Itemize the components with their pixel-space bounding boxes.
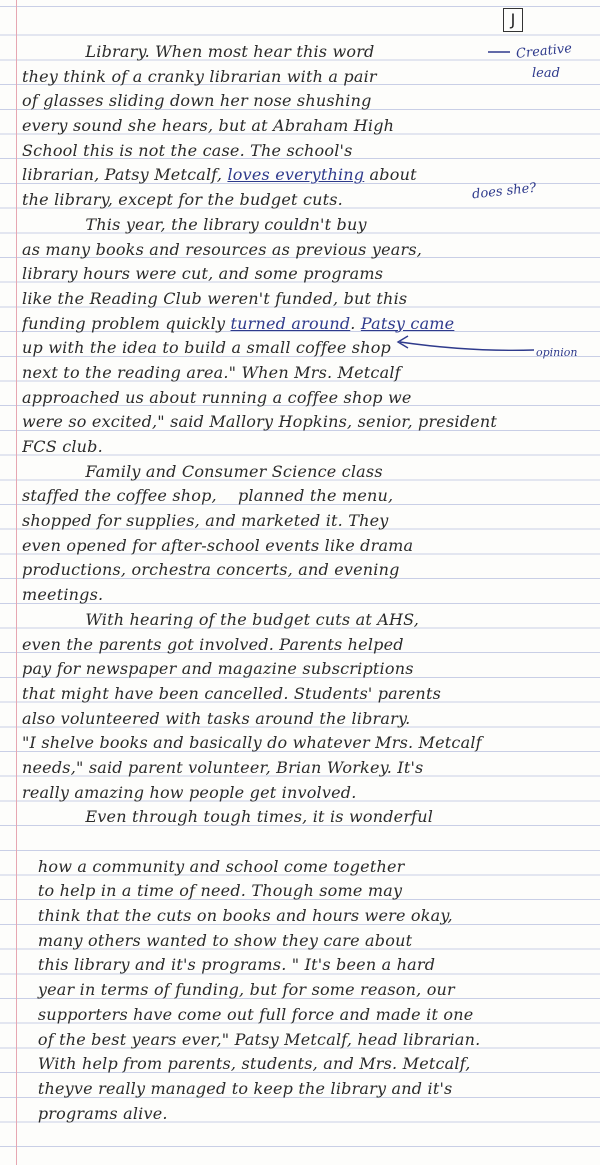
essay-line-37: many others wanted to show they care about (22, 930, 413, 950)
essay-line-6 (22, 163, 510, 188)
essay-line-43: theyve really managed to keep the library and it's (22, 1078, 453, 1098)
essay-line-18: Family and Consumer Science class (22, 461, 383, 481)
essay-body (22, 40, 510, 1126)
margin-note-lead: lead (532, 66, 560, 81)
red-margin-line (16, 0, 17, 1165)
essay-line-41: of the best years ever," Patsy Metcalf, head librarian. (22, 1029, 481, 1049)
essay-line-38: this library and it's programs. " It's been a hard (22, 955, 436, 975)
essay-line-27: that might have been cancelled. Students' parents (22, 683, 441, 703)
essay-line-3: of glasses sliding down her nose shushing (22, 91, 372, 111)
page-letter-box: J (503, 8, 523, 32)
essay-line-40: supporters have come out full force and made it one (22, 1004, 474, 1024)
essay-line-23: meetings. (22, 585, 104, 605)
essay-line-26: pay for newspaper and magazine subscriptions (22, 659, 414, 679)
essay-line-6-tail: about (364, 165, 417, 185)
essay-line-22: productions, orchestra concerts, and evening (22, 560, 400, 580)
essay-line-31: really amazing how people get involved. (22, 782, 357, 802)
essay-line-32: Even through tough times, it is wonderful (22, 807, 434, 827)
essay-line-11: like the Reading Club weren't funded, but this (22, 288, 408, 308)
essay-line-39: year in terms of funding, but for some reason, our (22, 980, 455, 1000)
essay-line-5: School this is not the case. The school's (22, 140, 353, 160)
essay-line-10: library hours were cut, and some programs (22, 264, 384, 284)
essay-line-30: needs," said parent volunteer, Brian Workey. It's (22, 757, 424, 777)
essay-line-4: every sound she hears, but at Abraham High (22, 116, 395, 136)
essay-line-44: programs alive. (22, 1103, 168, 1123)
essay-line-1: Library. When most hear this word (22, 42, 375, 61)
underlined-patsy-came: Patsy came (360, 313, 455, 333)
essay-line-15: approached us about running a coffee shop we (22, 387, 412, 407)
essay-line-16: were so excited," said Mallory Hopkins, senior, president (22, 412, 497, 432)
underlined-turned-around: turned around (230, 313, 351, 333)
essay-line-19: staffed the coffee shop, planned the menu, (22, 486, 394, 506)
essay-line-21: even opened for after-school events like drama (22, 535, 414, 555)
essay-line-24: With hearing of the budget cuts at AHS, (22, 609, 420, 629)
essay-line-29: "I shelve books and basically do whatever Mrs. Metcalf (22, 733, 482, 753)
essay-line-6-text: librarian, Patsy Metcalf, (22, 165, 223, 185)
essay-line-8: This year, the library couldn't buy (22, 214, 367, 234)
essay-line-2: they think of a cranky librarian with a pair (22, 66, 377, 86)
essay-line-12-text: funding problem quickly (22, 313, 226, 333)
essay-line-20: shopped for supplies, and marketed it. They (22, 511, 389, 531)
essay-line-12-period: . (350, 313, 361, 333)
essay-line-36: think that the cuts on books and hours were okay, (22, 906, 453, 926)
margin-note-opinion: opinion (536, 346, 578, 359)
underlined-loves-everything: loves everything (227, 165, 365, 185)
essay-line-33-blank (22, 830, 510, 855)
essay-line-35: to help in a time of need. Though some may (22, 881, 403, 901)
essay-line-25: even the parents got involved. Parents helped (22, 634, 404, 654)
essay-line-42: With help from parents, students, and Mrs. Metcalf, (22, 1054, 471, 1074)
essay-line-28: also volunteered with tasks around the library. (22, 708, 411, 728)
essay-line-13: up with the idea to build a small coffee shop (22, 338, 391, 358)
margin-note-creative: Creative (515, 41, 573, 62)
essay-line-34: how a community and school come together (22, 856, 405, 876)
essay-line-14: next to the reading area." When Mrs. Metcalf (22, 362, 401, 382)
margin-note-does-she: does she? (471, 180, 537, 203)
essay-line-9: as many books and resources as previous years, (22, 239, 423, 259)
essay-line-12 (22, 312, 510, 337)
essay-line-17: FCS club. (22, 437, 103, 456)
essay-line-7: the library, except for the budget cuts. (22, 190, 343, 210)
